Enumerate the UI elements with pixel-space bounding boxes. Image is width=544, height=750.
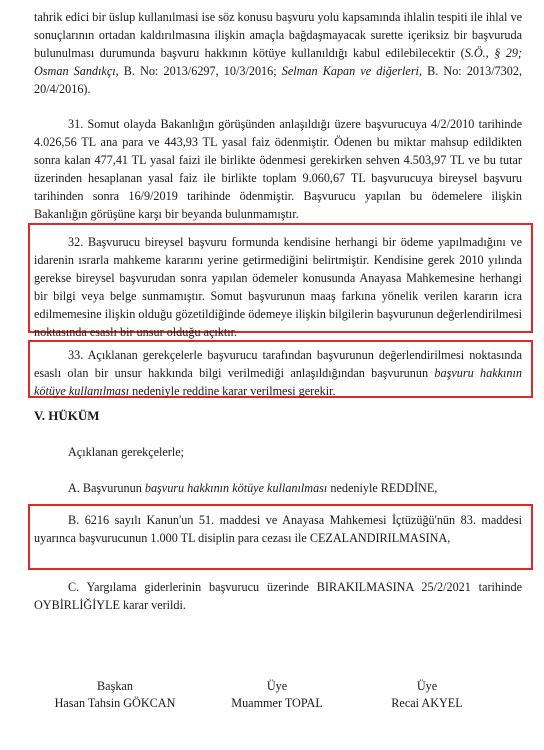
emphasis-text: başvuru hakkının kötüye kullanılması: [144, 481, 328, 495]
section-heading: V. HÜKÜM: [34, 408, 100, 423]
signature-member-1: [212, 678, 342, 712]
citation-text: Selman Kapan ve diğerleri,: [281, 64, 422, 78]
reasons-line: [34, 443, 522, 461]
item-c-text: C. Yargılama giderlerinin başvurucu üzerinde BIRAKILMASINA 25/2/2021 tarihinde OYBİRLİĞİYLE karar verildi.: [34, 580, 522, 612]
paragraph-text: B. No: 2013/7302, 20/4/2016).: [34, 64, 522, 96]
signature-role: Üye: [416, 679, 438, 693]
citation-text: S.Ö., § 29; Osman Sandıkçı,: [34, 46, 522, 78]
reasons-text: Açıklanan gerekçelerle;: [68, 445, 185, 459]
signature-president: [40, 678, 190, 712]
paragraph-text: nedeniyle reddine karar verilmesi gerekir.: [129, 384, 336, 398]
emphasis-text: başvuru hakkının kötüye kullanılması: [34, 366, 522, 398]
signature-name: Hasan Tahsin GÖKCAN: [54, 696, 176, 710]
signature-role: Üye: [266, 679, 288, 693]
signature-member-2: [362, 678, 492, 712]
paragraph-32-text: 32. Başvurucu bireysel başvuru formunda kendisine herhangi bir ödeme yapılmadığını ve idarenin ısrarla mahkeme kararını yerine getirmediğini belirtmiştir. Kendisine gerek 2010 yılında gerekse bireysel başvurudan sonra yapılan ödemeler konusunda Anayasa Mahkemesine herhangi bir bilgi veya belge sunmamıştır. Somut başvurunun maaş farkına yönelik verilen kararın icra edilmemesine ilişkin olduğu gözetildiğinde ödemeye ilişkin bilgilerin başvurunun değerlendirilmesi noktasında esaslı bir unsur olduğu açıktır.: [34, 235, 522, 339]
paragraph-text: B. No: 2013/6297, 10/3/2016;: [118, 64, 282, 78]
item-a: [34, 479, 522, 497]
paragraph-text: 33. Açıklanan gerekçelerle başvurucu tarafından başvurunun değerlendirilmesi noktasında esaslı olan bir unsur hakkında bilgi verilmediği anlaşıldığından başvurunun: [34, 348, 522, 380]
paragraph-text: tahrik edici bir üslup kullanılmasi ise söz konusu başvuru yolu kapsamında ihlalin tespiti ile ihlal ve sonuçlarının ortadan kaldırılmasına ilişkin amaçla bağdaşmayacak surette içeriksiz bir başvuruda bulunulması durumunda başvuru hakkının kötüye kullanıldığı kabul edilebilecektir (: [34, 10, 522, 60]
paragraph-32: [34, 233, 522, 341]
item-b: [34, 511, 522, 547]
item-c: [34, 578, 522, 614]
signature-role: Başkan: [97, 679, 133, 693]
signature-name: Muammer TOPAL: [231, 696, 323, 710]
item-b-text: B. 6216 sayılı Kanun'un 51. maddesi ve Anayasa Mahkemesi İçtüzüğü'nün 83. maddesi uyarınca başvurucunun 1.000 TL disiplin para cezası ile CEZALANDIRILMASINA,: [34, 513, 522, 545]
paragraph-33: [34, 346, 522, 400]
signature-name: Recai AKYEL: [391, 696, 463, 710]
paragraph-continuation: [34, 8, 522, 98]
paragraph-31-text: 31. Somut olayda Bakanlığın görüşünden anlaşıldığı üzere başvurucuya 4/2/2010 tarihinde 4.026,56 TL ana para ve 443,93 TL yasal faiz ödenmiştir. Ödenen bu miktar mahsup edildikten sonra kalan 477,41 TL yasal faizi ile birlikte ödenmesi gerekirken sehven 4.503,97 TL ve bu tutar üzerinden hesaplanan yasal faiz ile birlikte toplam 9.060,67 TL başvurucuya bireysel başvuru tarihinden sonra 16/9/2019 tarihinde ödenmiştir. Başvurucu yapılan bu ödemelere ilişkin Bakanlığın görüşüne karşı bir beyanda bulunmamıştır.: [34, 117, 522, 221]
item-text: A. Başvurunun: [68, 481, 145, 495]
item-text: nedeniyle REDDİNE,: [327, 481, 438, 495]
paragraph-31: [34, 115, 522, 223]
